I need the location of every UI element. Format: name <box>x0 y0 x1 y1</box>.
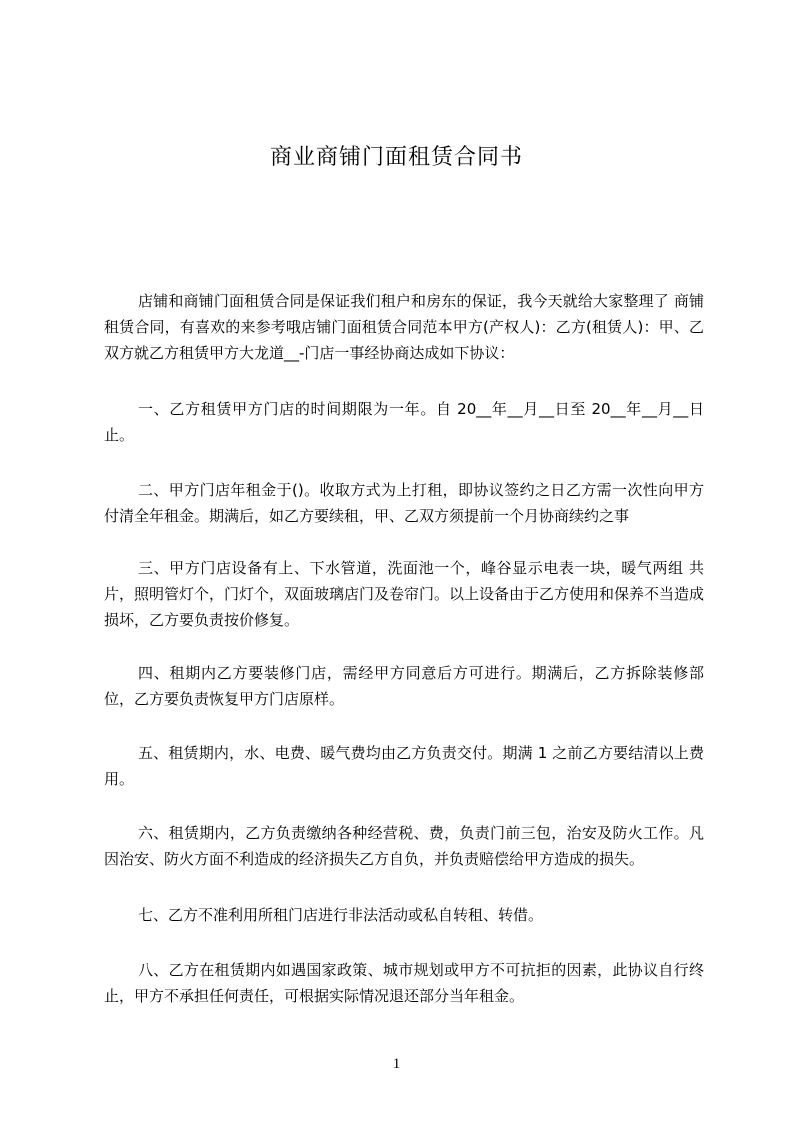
clause-8-paragraph: 八、乙方在租赁期内如遇国家政策、城市规划或甲方不可抗拒的因素，此协议自行终止，甲方不承担任何责任，可根据实际情况退还部分当年租金。 <box>104 961 704 1005</box>
document-title: 商业商铺门面租赁合同书 <box>269 145 523 170</box>
clause-7-paragraph: 七、乙方不准利用所租门店进行非法活动或私自转租、转借。 <box>138 906 544 924</box>
intro-paragraph: 店铺和商铺门面租赁合同是保证我们租户和房东的保证，我今天就给大家整理了 商铺租赁合同，有喜欢的来参考哦店铺门面租赁合同范本甲方(产权人)：乙方(租赁人)：甲、乙双方就乙方租赁甲方大龙道__-门店一事经协商达成如下协议： <box>104 292 704 362</box>
page-number: 1 <box>392 1056 401 1072</box>
clause-3-paragraph: 三、甲方门店设备有上、下水管道，洗面池一个，峰谷显示电表一块，暖气两组 共片，照明管灯个，门灯个，双面玻璃店门及卷帘门。以上设备由于乙方使用和保养不当造成损坏，乙方要负责按价修复。 <box>104 559 705 629</box>
clause-2-paragraph: 二、甲方门店年租金于()。收取方式为上打租，即协议签约之日乙方需一次性向甲方付清全年租金。期满后，如乙方要续租，甲、乙双方须提前一个月协商续约之事 <box>104 481 704 525</box>
clause-1-paragraph: 一、乙方租赁甲方门店的时间期限为一年。自 20__年__月__日至 20__年__月__日止。 <box>104 400 704 444</box>
clause-4-paragraph: 四、租期内乙方要装修门店，需经甲方同意后方可进行。期满后，乙方拆除装修部位，乙方要负责恢复甲方门店原样。 <box>104 664 704 708</box>
clause-5-paragraph: 五、租赁期内，水、电费、暖气费均由乙方负责交付。期满 1 之前乙方要结清以上费用。 <box>104 744 704 788</box>
clause-6-paragraph: 六、租赁期内，乙方负责缴纳各种经营税、费，负责门前三包，治安及防火工作。凡因治安、防火方面不利造成的经济损失乙方自负，并负责赔偿给甲方造成的损失。 <box>104 824 704 868</box>
